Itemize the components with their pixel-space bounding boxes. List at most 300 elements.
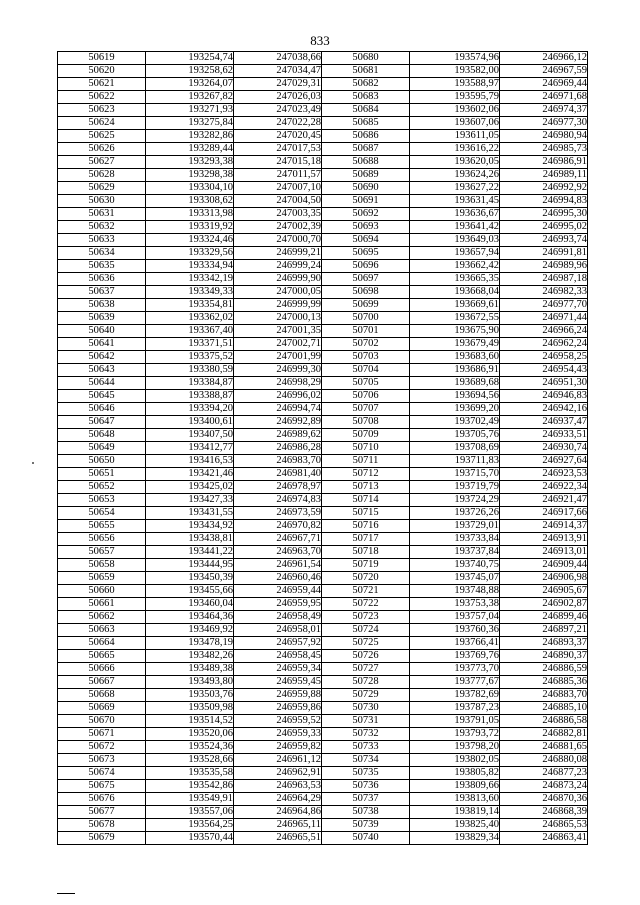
y-coordinate-cell: 246994,74	[234, 403, 322, 416]
x-coordinate-cell: 193740,75	[410, 559, 500, 572]
x-coordinate-cell: 193431,55	[146, 507, 234, 520]
point-number-cell: 50648	[58, 429, 146, 442]
y-coordinate-cell: 246974,37	[500, 104, 588, 117]
table-row	[58, 312, 588, 325]
x-coordinate-cell: 193394,20	[146, 403, 234, 416]
y-coordinate-cell: 246963,53	[234, 780, 322, 793]
point-number-cell: 50695	[322, 247, 410, 260]
x-coordinate-cell: 193455,66	[146, 585, 234, 598]
x-coordinate-cell: 193524,36	[146, 741, 234, 754]
x-coordinate-cell: 193757,04	[410, 611, 500, 624]
point-number-cell: 50663	[58, 624, 146, 637]
point-number-cell: 50661	[58, 598, 146, 611]
point-number-cell: 50713	[322, 481, 410, 494]
point-number-cell: 50691	[322, 195, 410, 208]
y-coordinate-cell: 246951,30	[500, 377, 588, 390]
x-coordinate-cell: 193689,68	[410, 377, 500, 390]
y-coordinate-cell: 246962,24	[500, 338, 588, 351]
x-coordinate-cell: 193694,56	[410, 390, 500, 403]
y-coordinate-cell: 246999,30	[234, 364, 322, 377]
point-number-cell: 50640	[58, 325, 146, 338]
point-number-cell: 50709	[322, 429, 410, 442]
x-coordinate-cell: 193407,50	[146, 429, 234, 442]
footer-rule	[57, 893, 75, 894]
y-coordinate-cell: 247017,53	[234, 143, 322, 156]
point-number-cell: 50685	[322, 117, 410, 130]
point-number-cell: 50634	[58, 247, 146, 260]
table-row	[58, 819, 588, 832]
point-number-cell: 50619	[58, 52, 146, 65]
x-coordinate-cell: 193733,84	[410, 533, 500, 546]
point-number-cell: 50684	[322, 104, 410, 117]
y-coordinate-cell: 246868,39	[500, 806, 588, 819]
x-coordinate-cell: 193514,52	[146, 715, 234, 728]
x-coordinate-cell: 193324,46	[146, 234, 234, 247]
table-row	[58, 780, 588, 793]
x-coordinate-cell: 193748,88	[410, 585, 500, 598]
point-number-cell: 50627	[58, 156, 146, 169]
point-number-cell: 50665	[58, 650, 146, 663]
x-coordinate-cell: 193813,60	[410, 793, 500, 806]
x-coordinate-cell: 193342,19	[146, 273, 234, 286]
x-coordinate-cell: 193549,91	[146, 793, 234, 806]
table-row	[58, 364, 588, 377]
x-coordinate-cell: 193595,79	[410, 91, 500, 104]
x-coordinate-cell: 193354,81	[146, 299, 234, 312]
y-coordinate-cell: 246974,83	[234, 494, 322, 507]
table-row	[58, 325, 588, 338]
x-coordinate-cell: 193607,06	[410, 117, 500, 130]
table-row	[58, 416, 588, 429]
y-coordinate-cell: 246933,51	[500, 429, 588, 442]
x-coordinate-cell: 193705,76	[410, 429, 500, 442]
point-number-cell: 50631	[58, 208, 146, 221]
x-coordinate-cell: 193427,33	[146, 494, 234, 507]
table-row	[58, 156, 588, 169]
table-row	[58, 754, 588, 767]
y-coordinate-cell: 246958,45	[234, 650, 322, 663]
x-coordinate-cell: 193620,05	[410, 156, 500, 169]
y-coordinate-cell: 247020,45	[234, 130, 322, 143]
point-number-cell: 50673	[58, 754, 146, 767]
y-coordinate-cell: 246877,23	[500, 767, 588, 780]
table-row	[58, 91, 588, 104]
table-row	[58, 767, 588, 780]
point-number-cell: 50705	[322, 377, 410, 390]
y-coordinate-cell: 246886,59	[500, 663, 588, 676]
table-row	[58, 728, 588, 741]
y-coordinate-cell: 246983,70	[234, 455, 322, 468]
y-coordinate-cell: 246902,87	[500, 598, 588, 611]
point-number-cell: 50623	[58, 104, 146, 117]
point-number-cell: 50662	[58, 611, 146, 624]
point-number-cell: 50683	[322, 91, 410, 104]
x-coordinate-cell: 193329,56	[146, 247, 234, 260]
x-coordinate-cell: 193753,38	[410, 598, 500, 611]
x-coordinate-cell: 193662,42	[410, 260, 500, 273]
point-number-cell: 50738	[322, 806, 410, 819]
x-coordinate-cell: 193777,67	[410, 676, 500, 689]
table-row	[58, 286, 588, 299]
y-coordinate-cell: 246986,28	[234, 442, 322, 455]
table-row	[58, 468, 588, 481]
x-coordinate-cell: 193711,83	[410, 455, 500, 468]
y-coordinate-cell: 247000,05	[234, 286, 322, 299]
point-number-cell: 50649	[58, 442, 146, 455]
point-number-cell: 50650	[58, 455, 146, 468]
x-coordinate-cell: 193450,39	[146, 572, 234, 585]
x-coordinate-cell: 193657,94	[410, 247, 500, 260]
point-number-cell: 50652	[58, 481, 146, 494]
y-coordinate-cell: 246959,88	[234, 689, 322, 702]
y-coordinate-cell: 246863,41	[500, 832, 588, 845]
y-coordinate-cell: 247011,57	[234, 169, 322, 182]
y-coordinate-cell: 247026,03	[234, 91, 322, 104]
point-number-cell: 50710	[322, 442, 410, 455]
point-number-cell: 50702	[322, 338, 410, 351]
y-coordinate-cell: 246959,33	[234, 728, 322, 741]
x-coordinate-cell: 193793,72	[410, 728, 500, 741]
x-coordinate-cell: 193371,51	[146, 338, 234, 351]
x-coordinate-cell: 193665,35	[410, 273, 500, 286]
point-number-cell: 50699	[322, 299, 410, 312]
y-coordinate-cell: 246893,37	[500, 637, 588, 650]
x-coordinate-cell: 193388,87	[146, 390, 234, 403]
y-coordinate-cell: 246899,46	[500, 611, 588, 624]
y-coordinate-cell: 246913,91	[500, 533, 588, 546]
y-coordinate-cell: 247001,99	[234, 351, 322, 364]
y-coordinate-cell: 246959,44	[234, 585, 322, 598]
y-coordinate-cell: 246992,92	[500, 182, 588, 195]
y-coordinate-cell: 246996,02	[234, 390, 322, 403]
table-row	[58, 455, 588, 468]
point-number-cell: 50666	[58, 663, 146, 676]
y-coordinate-cell: 246959,52	[234, 715, 322, 728]
x-coordinate-cell: 193773,70	[410, 663, 500, 676]
y-coordinate-cell: 246980,94	[500, 130, 588, 143]
point-number-cell: 50690	[322, 182, 410, 195]
x-coordinate-cell: 193627,22	[410, 182, 500, 195]
y-coordinate-cell: 246942,16	[500, 403, 588, 416]
table-row	[58, 611, 588, 624]
table-row	[58, 78, 588, 91]
table-row	[58, 494, 588, 507]
point-number-cell: 50678	[58, 819, 146, 832]
x-coordinate-cell: 193825,40	[410, 819, 500, 832]
x-coordinate-cell: 193683,60	[410, 351, 500, 364]
point-number-cell: 50739	[322, 819, 410, 832]
x-coordinate-cell: 193282,86	[146, 130, 234, 143]
point-number-cell: 50711	[322, 455, 410, 468]
x-coordinate-cell: 193293,38	[146, 156, 234, 169]
table-row	[58, 520, 588, 533]
point-number-cell: 50676	[58, 793, 146, 806]
table-row	[58, 572, 588, 585]
y-coordinate-cell: 246927,64	[500, 455, 588, 468]
point-number-cell: 50659	[58, 572, 146, 585]
x-coordinate-cell: 193349,33	[146, 286, 234, 299]
y-coordinate-cell: 246909,44	[500, 559, 588, 572]
y-coordinate-cell: 246905,67	[500, 585, 588, 598]
x-coordinate-cell: 193649,03	[410, 234, 500, 247]
table-row	[58, 130, 588, 143]
y-coordinate-cell: 246870,36	[500, 793, 588, 806]
x-coordinate-cell: 193412,77	[146, 442, 234, 455]
y-coordinate-cell: 246922,34	[500, 481, 588, 494]
x-coordinate-cell: 193669,61	[410, 299, 500, 312]
y-coordinate-cell: 246882,81	[500, 728, 588, 741]
point-number-cell: 50720	[322, 572, 410, 585]
x-coordinate-cell: 193726,26	[410, 507, 500, 520]
y-coordinate-cell: 246914,37	[500, 520, 588, 533]
y-coordinate-cell: 246885,10	[500, 702, 588, 715]
stray-mark	[32, 462, 34, 464]
y-coordinate-cell: 246966,24	[500, 325, 588, 338]
y-coordinate-cell: 246906,98	[500, 572, 588, 585]
x-coordinate-cell: 193582,00	[410, 65, 500, 78]
point-number-cell: 50626	[58, 143, 146, 156]
y-coordinate-cell: 246971,44	[500, 312, 588, 325]
x-coordinate-cell: 193535,58	[146, 767, 234, 780]
x-coordinate-cell: 193679,49	[410, 338, 500, 351]
x-coordinate-cell: 193805,82	[410, 767, 500, 780]
x-coordinate-cell: 193308,62	[146, 195, 234, 208]
point-number-cell: 50693	[322, 221, 410, 234]
point-number-cell: 50622	[58, 91, 146, 104]
point-number-cell: 50643	[58, 364, 146, 377]
point-number-cell: 50731	[322, 715, 410, 728]
y-coordinate-cell: 246989,62	[234, 429, 322, 442]
y-coordinate-cell: 246883,70	[500, 689, 588, 702]
x-coordinate-cell: 193289,44	[146, 143, 234, 156]
point-number-cell: 50656	[58, 533, 146, 546]
point-number-cell: 50719	[322, 559, 410, 572]
point-number-cell: 50639	[58, 312, 146, 325]
point-number-cell: 50692	[322, 208, 410, 221]
point-number-cell: 50707	[322, 403, 410, 416]
point-number-cell: 50701	[322, 325, 410, 338]
point-number-cell: 50708	[322, 416, 410, 429]
point-number-cell: 50697	[322, 273, 410, 286]
y-coordinate-cell: 246959,86	[234, 702, 322, 715]
x-coordinate-cell: 193668,04	[410, 286, 500, 299]
y-coordinate-cell: 247001,35	[234, 325, 322, 338]
y-coordinate-cell: 246960,46	[234, 572, 322, 585]
point-number-cell: 50688	[322, 156, 410, 169]
x-coordinate-cell: 193602,06	[410, 104, 500, 117]
y-coordinate-cell: 246958,49	[234, 611, 322, 624]
table-row	[58, 559, 588, 572]
table-row	[58, 585, 588, 598]
point-number-cell: 50677	[58, 806, 146, 819]
coordinates-table	[57, 51, 588, 845]
y-coordinate-cell: 246865,53	[500, 819, 588, 832]
point-number-cell: 50735	[322, 767, 410, 780]
point-number-cell: 50682	[322, 78, 410, 91]
point-number-cell: 50664	[58, 637, 146, 650]
x-coordinate-cell: 193724,29	[410, 494, 500, 507]
x-coordinate-cell: 193819,14	[410, 806, 500, 819]
x-coordinate-cell: 193588,97	[410, 78, 500, 91]
x-coordinate-cell: 193438,81	[146, 533, 234, 546]
point-number-cell: 50645	[58, 390, 146, 403]
x-coordinate-cell: 193380,59	[146, 364, 234, 377]
y-coordinate-cell: 247000,13	[234, 312, 322, 325]
point-number-cell: 50671	[58, 728, 146, 741]
table-row	[58, 377, 588, 390]
point-number-cell: 50694	[322, 234, 410, 247]
y-coordinate-cell: 247000,70	[234, 234, 322, 247]
y-coordinate-cell: 246962,91	[234, 767, 322, 780]
point-number-cell: 50723	[322, 611, 410, 624]
x-coordinate-cell: 193493,80	[146, 676, 234, 689]
y-coordinate-cell: 246985,73	[500, 143, 588, 156]
x-coordinate-cell: 193564,25	[146, 819, 234, 832]
y-coordinate-cell: 247022,28	[234, 117, 322, 130]
y-coordinate-cell: 246969,44	[500, 78, 588, 91]
point-number-cell: 50736	[322, 780, 410, 793]
x-coordinate-cell: 193631,45	[410, 195, 500, 208]
y-coordinate-cell: 246961,12	[234, 754, 322, 767]
y-coordinate-cell: 246991,81	[500, 247, 588, 260]
x-coordinate-cell: 193829,34	[410, 832, 500, 845]
point-number-cell: 50635	[58, 260, 146, 273]
x-coordinate-cell: 193375,52	[146, 351, 234, 364]
y-coordinate-cell: 246921,47	[500, 494, 588, 507]
y-coordinate-cell: 246999,21	[234, 247, 322, 260]
point-number-cell: 50714	[322, 494, 410, 507]
y-coordinate-cell: 246999,24	[234, 260, 322, 273]
x-coordinate-cell: 193719,79	[410, 481, 500, 494]
x-coordinate-cell: 193367,40	[146, 325, 234, 338]
y-coordinate-cell: 247002,71	[234, 338, 322, 351]
point-number-cell: 50706	[322, 390, 410, 403]
point-number-cell: 50668	[58, 689, 146, 702]
table-row	[58, 208, 588, 221]
point-number-cell: 50620	[58, 65, 146, 78]
table-row	[58, 299, 588, 312]
y-coordinate-cell: 246937,47	[500, 416, 588, 429]
table-row	[58, 195, 588, 208]
y-coordinate-cell: 246897,21	[500, 624, 588, 637]
table-row	[58, 832, 588, 845]
point-number-cell: 50651	[58, 468, 146, 481]
table-row	[58, 663, 588, 676]
point-number-cell: 50717	[322, 533, 410, 546]
y-coordinate-cell: 246978,97	[234, 481, 322, 494]
point-number-cell: 50724	[322, 624, 410, 637]
table-row	[58, 598, 588, 611]
point-number-cell: 50636	[58, 273, 146, 286]
point-number-cell: 50726	[322, 650, 410, 663]
table-row	[58, 351, 588, 364]
y-coordinate-cell: 247007,10	[234, 182, 322, 195]
table-row	[58, 741, 588, 754]
y-coordinate-cell: 246965,11	[234, 819, 322, 832]
x-coordinate-cell: 193384,87	[146, 377, 234, 390]
x-coordinate-cell: 193729,01	[410, 520, 500, 533]
x-coordinate-cell: 193809,66	[410, 780, 500, 793]
point-number-cell: 50686	[322, 130, 410, 143]
table-row	[58, 247, 588, 260]
point-number-cell: 50658	[58, 559, 146, 572]
y-coordinate-cell: 246881,65	[500, 741, 588, 754]
y-coordinate-cell: 246977,70	[500, 299, 588, 312]
point-number-cell: 50680	[322, 52, 410, 65]
table-row	[58, 221, 588, 234]
x-coordinate-cell: 193798,20	[410, 741, 500, 754]
y-coordinate-cell: 246986,91	[500, 156, 588, 169]
x-coordinate-cell: 193489,38	[146, 663, 234, 676]
y-coordinate-cell: 246987,18	[500, 273, 588, 286]
x-coordinate-cell: 193802,05	[410, 754, 500, 767]
point-number-cell: 50681	[322, 65, 410, 78]
y-coordinate-cell: 246886,58	[500, 715, 588, 728]
table-row	[58, 806, 588, 819]
x-coordinate-cell: 193715,70	[410, 468, 500, 481]
point-number-cell: 50674	[58, 767, 146, 780]
table-row	[58, 676, 588, 689]
y-coordinate-cell: 246971,68	[500, 91, 588, 104]
x-coordinate-cell: 193766,41	[410, 637, 500, 650]
point-number-cell: 50657	[58, 546, 146, 559]
point-number-cell: 50703	[322, 351, 410, 364]
y-coordinate-cell: 246998,29	[234, 377, 322, 390]
x-coordinate-cell: 193271,93	[146, 104, 234, 117]
y-coordinate-cell: 246973,59	[234, 507, 322, 520]
x-coordinate-cell: 193264,07	[146, 78, 234, 91]
x-coordinate-cell: 193745,07	[410, 572, 500, 585]
table-row	[58, 442, 588, 455]
x-coordinate-cell: 193275,84	[146, 117, 234, 130]
point-number-cell: 50670	[58, 715, 146, 728]
table-row	[58, 429, 588, 442]
point-number-cell: 50654	[58, 507, 146, 520]
point-number-cell: 50644	[58, 377, 146, 390]
x-coordinate-cell: 193254,74	[146, 52, 234, 65]
point-number-cell: 50715	[322, 507, 410, 520]
y-coordinate-cell: 246982,33	[500, 286, 588, 299]
table-row	[58, 481, 588, 494]
y-coordinate-cell: 247023,49	[234, 104, 322, 117]
point-number-cell: 50734	[322, 754, 410, 767]
x-coordinate-cell: 193434,92	[146, 520, 234, 533]
x-coordinate-cell: 193444,95	[146, 559, 234, 572]
x-coordinate-cell: 193469,92	[146, 624, 234, 637]
table-row	[58, 689, 588, 702]
x-coordinate-cell: 193787,23	[410, 702, 500, 715]
point-number-cell: 50629	[58, 182, 146, 195]
x-coordinate-cell: 193699,20	[410, 403, 500, 416]
point-number-cell: 50646	[58, 403, 146, 416]
x-coordinate-cell: 193313,98	[146, 208, 234, 221]
y-coordinate-cell: 246970,82	[234, 520, 322, 533]
x-coordinate-cell: 193542,86	[146, 780, 234, 793]
point-number-cell: 50632	[58, 221, 146, 234]
x-coordinate-cell: 193791,05	[410, 715, 500, 728]
x-coordinate-cell: 193258,62	[146, 65, 234, 78]
point-number-cell: 50647	[58, 416, 146, 429]
point-number-cell: 50679	[58, 832, 146, 845]
point-number-cell: 50696	[322, 260, 410, 273]
table-row	[58, 650, 588, 663]
point-number-cell: 50625	[58, 130, 146, 143]
table-row	[58, 624, 588, 637]
y-coordinate-cell: 246958,25	[500, 351, 588, 364]
y-coordinate-cell: 246958,01	[234, 624, 322, 637]
x-coordinate-cell: 193574,96	[410, 52, 500, 65]
table-row	[58, 390, 588, 403]
